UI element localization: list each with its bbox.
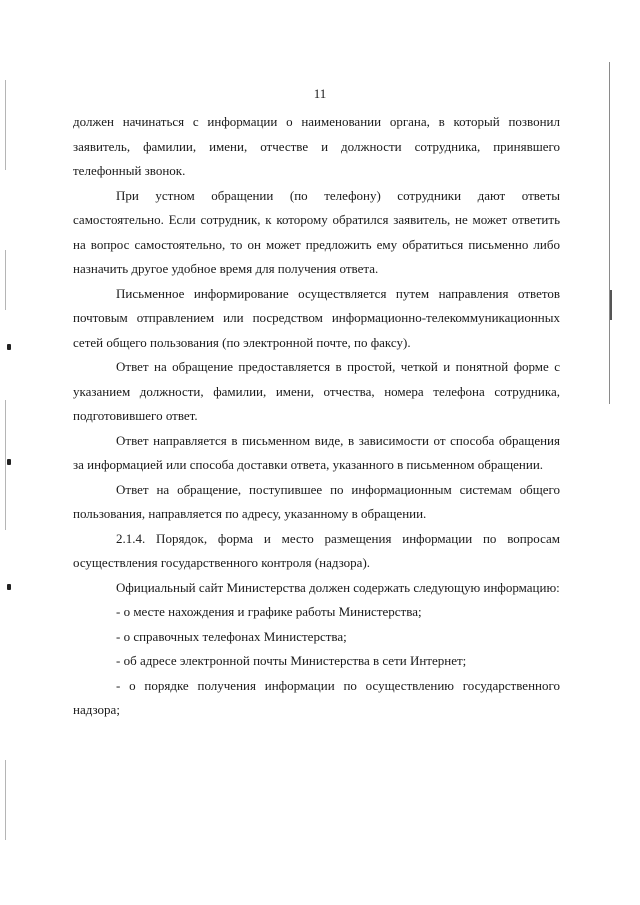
scan-speck: [7, 459, 11, 465]
paragraph-4: Ответ на обращение предоставляется в простой, четкой и понятной форме с указанием должности, фамилии, имени, отчества, номера телефона сотрудника, подготовившего ответ.: [73, 359, 560, 423]
paragraph-2: При устном обращении (по телефону) сотрудники дают ответы самостоятельно. Если сотрудник, к которому обратился заявитель, не может ответить на вопрос самостоятельно, то он может предложить ему обратиться письменно либо назначить другое удобное время для получения ответа.: [73, 187, 560, 276]
paragraph-7: Официальный сайт Министерства должен содержать следующую информацию:: [116, 579, 560, 595]
paragraph-3: Письменное информирование осуществляется путем направления ответов почтовым отправлением или посредством информационно-телекоммуникационных сетей общего пользования (по электронной почте, по факсу).: [73, 285, 560, 350]
scan-speck: [7, 344, 11, 350]
scan-edge-line: [5, 400, 6, 530]
list-item: - об адресе электронной почты Министерства в сети Интернет;: [116, 653, 467, 668]
page-number: 11: [313, 86, 327, 101]
scan-edge-line: [609, 62, 610, 404]
section-heading-2-1-4: 2.1.4. Порядок, форма и место размещения информации по вопросам осуществления государственного контроля (надзора).: [73, 530, 560, 570]
list-item: - о месте нахождения и графике работы Министерства;: [116, 604, 422, 619]
list-item: - о справочных телефонах Министерства;: [116, 628, 347, 644]
scan-edge-line: [5, 80, 6, 170]
paragraph-5: Ответ направляется в письменном виде, в зависимости от способа обращения за информацией или способа доставки ответа, указанного в письменном обращении.: [73, 432, 560, 472]
scan-edge-line: [610, 290, 612, 320]
scan-speck: [7, 584, 11, 590]
list-item: - о порядке получения информации по осуществлению государственного надзора;: [73, 677, 560, 717]
scan-edge-line: [5, 250, 6, 310]
paragraph-6: Ответ на обращение, поступившее по информационным системам общего пользования, направляется по адресу, указанному в обращении.: [73, 481, 560, 521]
document-body: [73, 110, 560, 723]
scan-edge-line: [5, 760, 6, 840]
paragraph-1: должен начинаться с информации о наименовании органа, в который позвонил заявитель, фамилии, имени, отчестве и должности сотрудника, принявшего телефонный звонок.: [73, 114, 560, 178]
